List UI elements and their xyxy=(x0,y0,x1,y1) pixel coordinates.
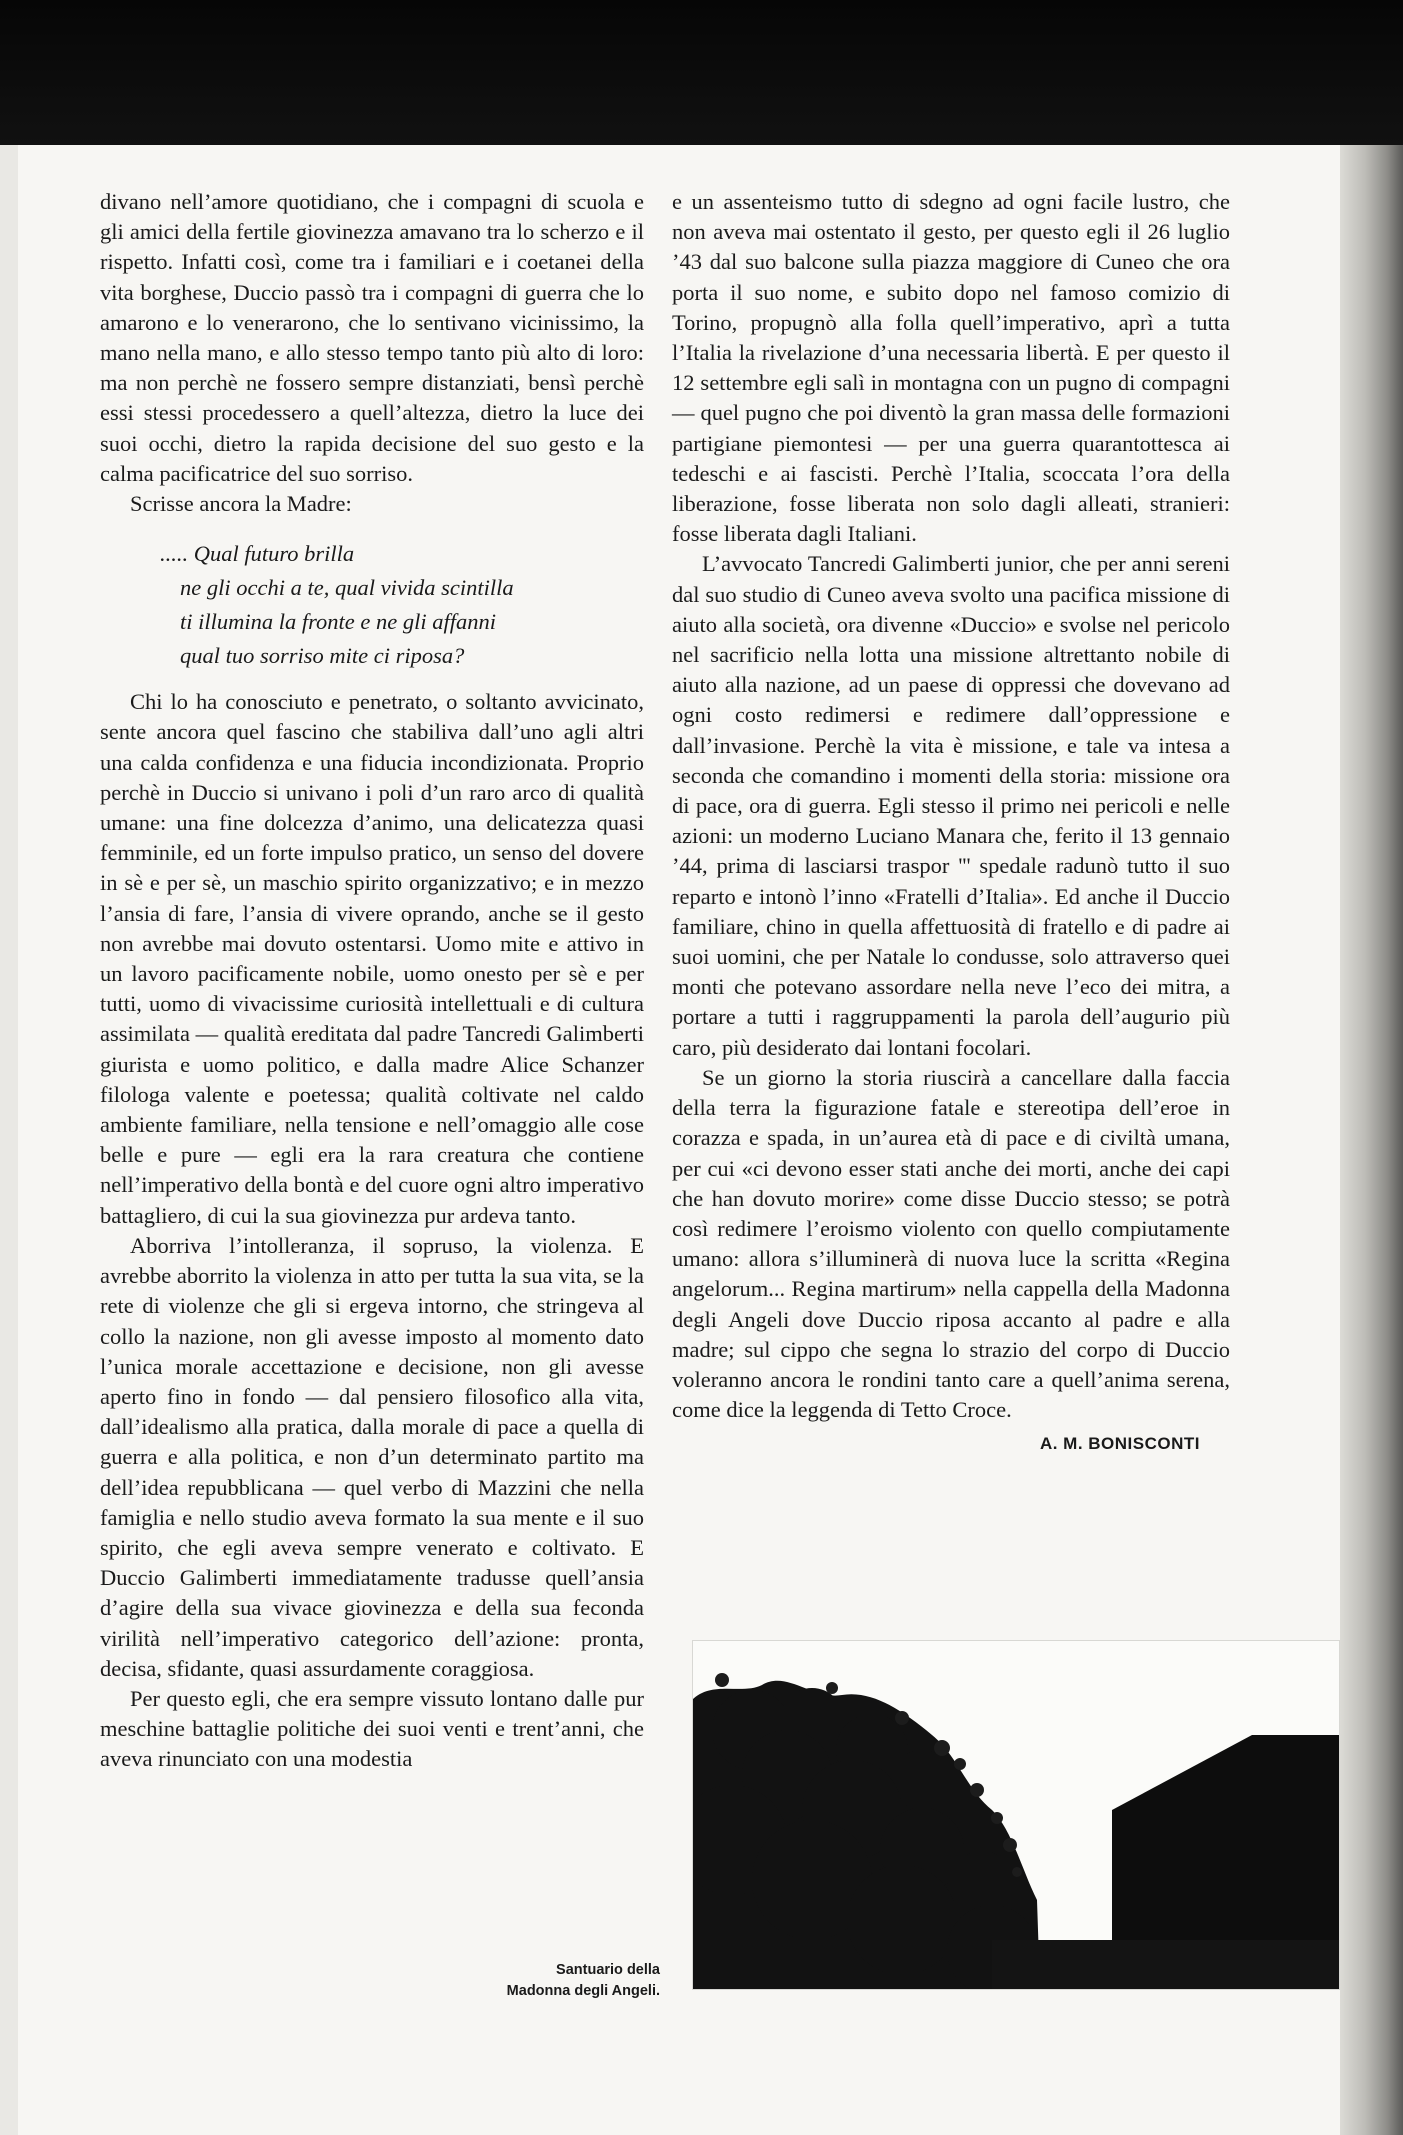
photo-illustration xyxy=(692,1640,1340,1990)
sanctuary-photo xyxy=(692,1640,1340,1990)
paragraph: Aborriva l’intolleranza, il sopruso, la violenza. E avrebbe aborrito la violenza in atto per tutta la sua vita, se la rete di violenze che gli si ergeva intorno, che stringeva al collo la nazione, non gli avesse imposto al momento dato l’unica morale accettazione e decisione, non gli avesse aperto fino in fondo — dal pensiero filosofico alla vita, dall’idealismo alla pratica, dalla morale di pace a quella di guerra e alla politica, e non d’un determinato partito ma dell’idea repubblicana — quel verbo di Mazzini che nella famiglia e nello studio aveva formato la sua mente e il suo spirito, che egli aveva sempre venerato e coltivato. E Duccio Galimberti immediatamente tradusse quell’ansia d’agire della sua vivace giovinezza e della sua feconda virilità nell’imperativo categorico dell’azione: pronta, decisa, sfidante, quasi assurdamente coraggiosa. xyxy=(100,1232,644,1681)
poem-intro: Scrisse ancora la Madre: xyxy=(130,491,352,517)
caption-line: Santuario della xyxy=(556,1962,660,1978)
poem-line: ti illumina la fronte e ne gli affanni xyxy=(180,609,497,635)
paragraph: L’avvocato Tancredi Galimberti junior, che per anni sereni dal suo studio di Cuneo aveva svolto una pacifica missione di aiuto alla società, ora divenne «Duccio» e svolse nel pericolo nel sacrificio nella lotta una missione altrettanto nobile di aiuto alla nazione, ad un paese di oppressi che dovevano ad ogni costo redimersi e redimere dall’oppressione e dall’invasione. Perchè la vita è missione, e tale va intesa a seconda che comandino i momenti della storia: missione ora di pace, ora di guerra. Egli stesso il primo nei pericoli e nelle azioni: un moderno Luciano Manara che, ferito il 13 gennaio ’44, prima di lasciarsi traspor ''' spedale radunò tutto il suo reparto e intonò l’inno «Fratelli d’Italia». Ed anche il Duccio familiare, chino in quella affettuosità di fratello e di padre ai suoi uomini, che per Natale lo condusse, solo attraverso quei monti che potevano assordare nella neve l’eco dei mitra, a portare a tutti i raggruppamenti la parola dell’augurio più caro, più desiderato dai lontani focolari. xyxy=(672,551,1230,1060)
poem-line: ne gli occhi a te, qual vivida scintilla xyxy=(180,575,514,601)
right-text-column xyxy=(672,187,1230,1460)
top-black-band xyxy=(0,0,1403,145)
left-text-column xyxy=(100,187,644,1775)
paragraph: e un assenteismo tutto di sdegno ad ogni facile lustro, che non aveva mai ostentato il gesto, per questo egli il 26 luglio ’43 dal suo balcone sulla piazza maggiore di Cuneo che ora porta il suo nome, e subito dopo nel famoso comizio di Torino, propugnò alla folla quell’imperativo, aprì a tutta l’Italia la rivelazione d’una necessaria libertà. E per questo il 12 settembre egli salì in montagna con un pugno di compagni — quel pugno che poi diventò la gran massa delle formazioni partigiane piemontesi — per una guerra quarantottesca ai tedeschi e ai fascisti. Perchè l’Italia, scoccata l’ora della liberazione, fosse liberata non solo dagli alleati, stranieri: fosse liberata dagli Italiani. xyxy=(672,189,1230,547)
paragraph: Per questo egli, che era sempre vissuto lontano dalle pur meschine battaglie politiche dei suoi venti e trent’anni, che aveva rinunciato con una modestia xyxy=(100,1685,644,1772)
caption-line: Madonna degli Angeli. xyxy=(506,1983,660,1999)
poem-line: qual tuo sorriso mite ci riposa? xyxy=(180,643,465,669)
poem-line: ..... Qual futuro brilla xyxy=(160,541,355,567)
paragraph: divano nell’amore quotidiano, che i compagni di scuola e gli amici della fertile giovinezza amavano tra lo scherzo e il rispetto. Infatti così, come tra i familiari e i coetanei della vita borghese, Duccio passò tra i compagni di guerra che lo amarono e lo venerarono, che lo sentivano vicinissimo, la mano nella mano, e allo stesso tempo tanto più alto di loro: ma non perchè ne fossero sempre distanziati, bensì perchè essi stessi procedessero a quell’altezza, dietro la luce dei suoi occhi, dietro la rapida decisione del suo gesto e la calma pacificatrice del suo sorriso. xyxy=(100,189,644,486)
left-page-edge xyxy=(0,145,18,2135)
author-signature: A. M. BONISCONTI xyxy=(1039,1434,1200,1454)
paragraph: Se un giorno la storia riuscirà a cancellare dalla faccia della terra la figurazione fatale e stereotipa dell’eroe in corazza e spada, in un’aurea età di pace e di civiltà umana, per cui «ci devono esser stati anche dei morti, anche dei capi che han dovuto morire» come disse Duccio stesso; se potrà così redimere l’eroismo violento con quello compiutamente umano: allora s’illuminerà di nuova luce la scritta «Regina angelorum... Regina martirum» nella cappella della Madonna degli Angeli dove Duccio riposa accanto al padre e alla madre; sul cippo che segna lo strazio del corpo di Duccio voleranno ancora le rondini tanto care a quell’anima serena, come dice la leggenda di Tetto Croce. xyxy=(672,1064,1230,1423)
right-page-edge xyxy=(1340,145,1403,2135)
poem-quote xyxy=(100,537,644,673)
photo-caption xyxy=(430,1960,660,2002)
paragraph: Chi lo ha conosciuto e penetrato, o soltanto avvicinato, sente ancora quel fascino che stabiliva dall’uno agli altri una calda confidenza e una fiducia incondizionata. Proprio perchè in Duccio si univano i poli d’un raro arco di qualità umane: una fine dolcezza d’animo, una delicatezza quasi femminile, ed un forte impulso pratico, un senso del dovere in sè e per sè, un maschio spirito organizzativo; e in mezzo l’ansia di fare, l’ansia di vivere oprando, anche se il gesto non avrebbe mai dovuto ostentarsi. Uomo mite e attivo in un lavoro pacificamente nobile, uomo onesto per sè e per tutti, uomo di vivacissime curiosità intellettuali e di cultura assimilata — qualità ereditata dal padre Tancredi Galimberti giurista e uomo politico, e dalla madre Alice Schanzer filologa valente e poetessa; qualità coltivate nel caldo ambiente familiare, nella tensione e nell’omaggio alle cose belle e pure — egli era la rara creatura che contiene nell’imperativo della bontà e del cuore ogni altro imperativo battagliero, di cui la sua giovinezza pur ardeva tanto. xyxy=(100,689,644,1228)
